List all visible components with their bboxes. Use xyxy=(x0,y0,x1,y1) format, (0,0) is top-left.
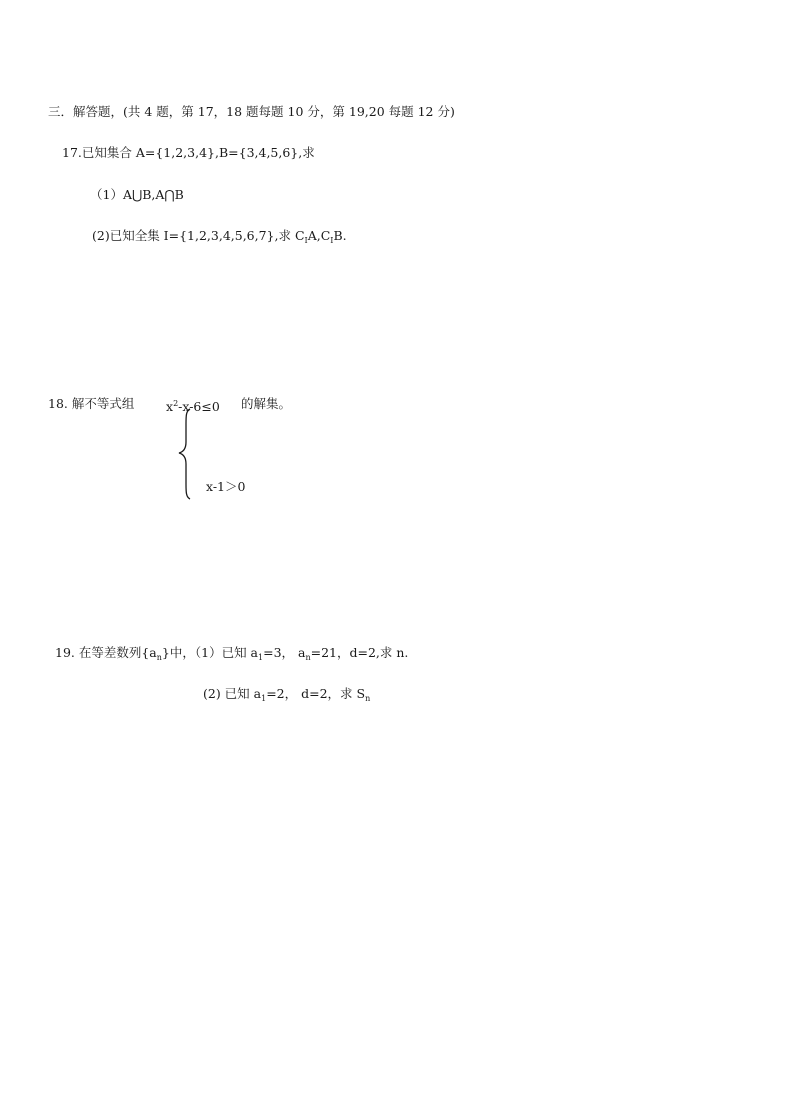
inequality-1-rest: -x-6≤0 xyxy=(178,399,220,414)
question-17-part-1 xyxy=(90,187,184,203)
question-19-text-b: }中，（1）已知 a xyxy=(161,645,259,660)
question-17-part-1-text: （1）A⋃B,A⋂B xyxy=(90,187,184,202)
question-17-part-2-text-a: (2)已知全集 I={1,2,3,4,5,6,7},求 C xyxy=(92,228,305,243)
question-17-part-2-text-b: A,C xyxy=(307,228,331,243)
left-brace-icon xyxy=(176,408,200,500)
section-heading xyxy=(48,104,455,120)
question-19-part-2-text-b: =2， d=2，求 S xyxy=(266,686,366,701)
question-19-text-c: =3， a xyxy=(263,645,306,660)
first-term-subscript: 1 xyxy=(258,653,264,662)
question-18-label-text: 18. 解不等式组 xyxy=(48,396,135,411)
complement-subscript-2: I xyxy=(330,236,334,245)
inequality-1-x: x xyxy=(166,399,174,414)
sequence-subscript-n: n xyxy=(156,653,162,662)
nth-term-subscript: n xyxy=(305,653,311,662)
inequality-2-text: x-1＞0 xyxy=(206,479,246,494)
part-2-first-term-subscript: 1 xyxy=(261,694,267,703)
question-19-part-1 xyxy=(55,645,408,666)
question-18-label xyxy=(48,396,134,412)
section-heading-text: 三．解答题，(共 4 题，第 17，18 题每题 10 分，第 19,20 每题 12 分) xyxy=(48,104,455,119)
question-17-part-2 xyxy=(92,228,347,249)
question-17-stem xyxy=(62,145,315,161)
sum-subscript-n: n xyxy=(365,694,371,703)
inequality-1-exponent: 2 xyxy=(173,399,179,408)
inequality-2 xyxy=(206,479,245,495)
question-19-text-a: 19. 在等差数列{a xyxy=(55,645,157,660)
question-17-part-2-text-c: B. xyxy=(333,228,347,243)
question-19-part-2-text-a: (2) 已知 a xyxy=(203,686,262,701)
question-19-part-2 xyxy=(203,686,370,707)
question-18-tail-text: 的解集。 xyxy=(241,396,292,411)
complement-subscript-1: I xyxy=(304,236,308,245)
question-18-tail xyxy=(241,396,291,412)
question-17-stem-text: 17.已知集合 A={1,2,3,4},B={3,4,5,6},求 xyxy=(62,145,315,160)
question-19-text-d: =21，d=2,求 n. xyxy=(310,645,409,660)
